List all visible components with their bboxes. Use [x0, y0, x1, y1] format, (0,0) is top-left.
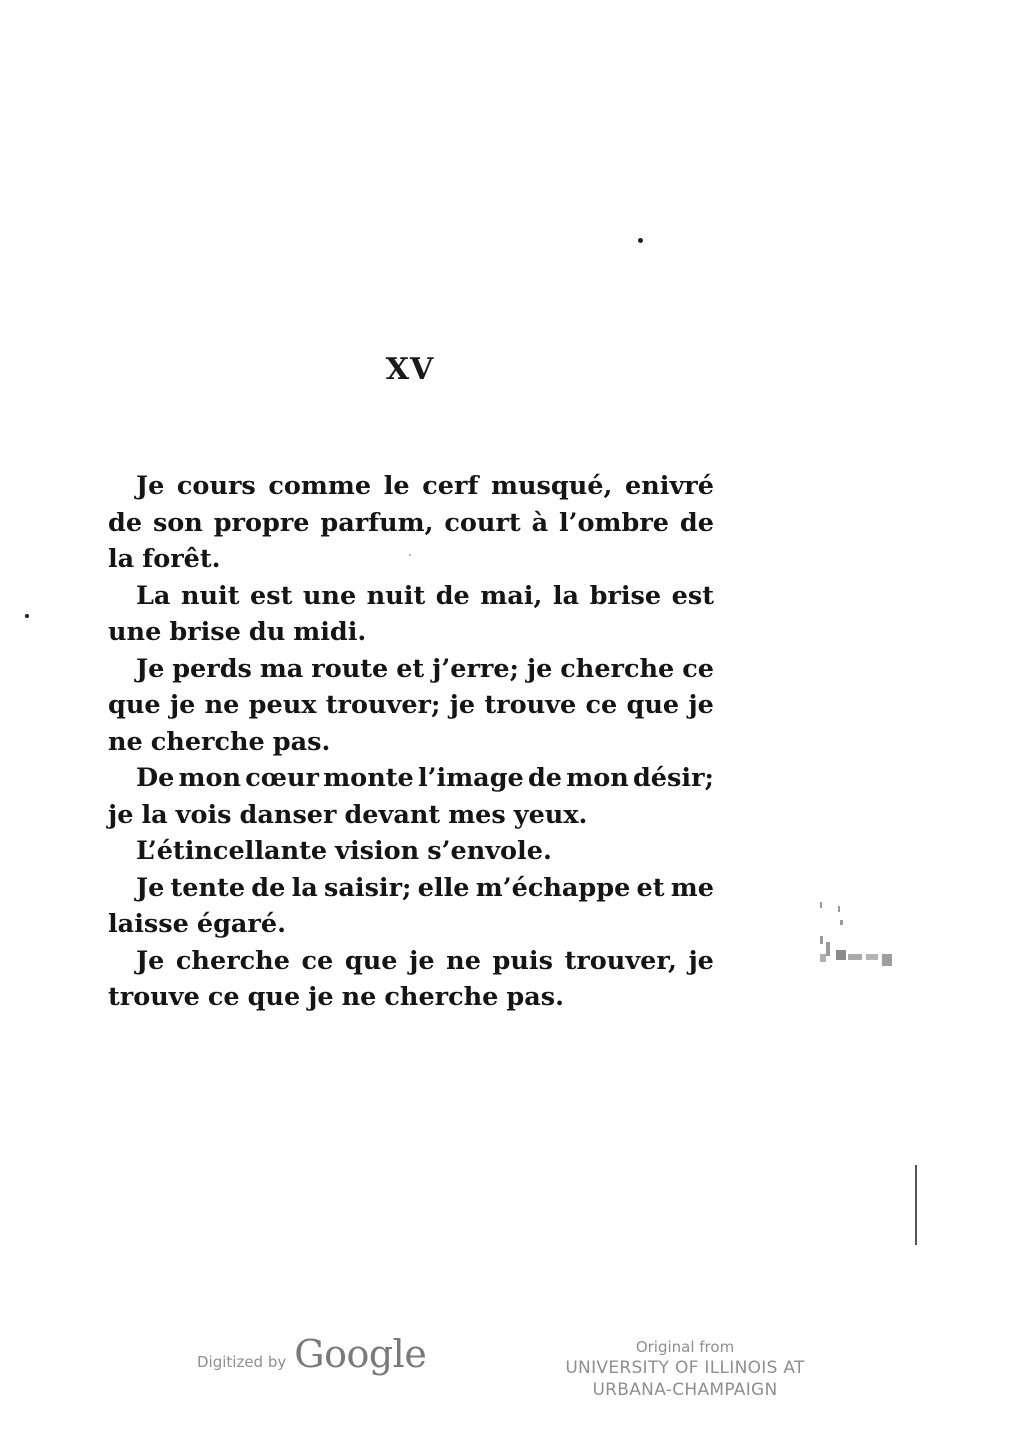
poem-word: De	[136, 763, 175, 793]
poem-word: peux	[248, 690, 317, 720]
poem-line	[108, 797, 714, 834]
poem-text	[108, 468, 714, 1016]
poem-word: que	[108, 690, 161, 720]
poem-word: désir;	[632, 763, 714, 793]
poem-line	[108, 578, 714, 615]
poem-word: brise	[169, 617, 241, 647]
poem-word: cherche	[175, 945, 290, 976]
poem-word: ce	[301, 945, 334, 976]
poem-word: parfum,	[320, 507, 434, 538]
poem-word: une	[302, 580, 357, 611]
poem-word: à	[531, 507, 549, 538]
poem-word: ce	[207, 982, 240, 1012]
poem-word: propre	[213, 507, 310, 538]
poem-word: de	[435, 580, 470, 611]
poem-word: ne	[108, 726, 143, 757]
poem-line	[108, 833, 714, 870]
poem-word: mai,	[480, 580, 543, 611]
poem-word: laisse	[108, 909, 189, 939]
poem-word: trouve	[484, 690, 577, 720]
poem-word: et	[636, 872, 665, 903]
google-logo: Google	[294, 1332, 427, 1376]
original-from-label: Original from	[635, 1338, 735, 1356]
poem-line	[108, 687, 714, 724]
poem-word: devant	[344, 799, 441, 830]
poem-line	[108, 541, 714, 578]
digitized-by-google	[197, 1332, 426, 1382]
poem-word: Je	[136, 653, 165, 684]
chapter-number: XV	[385, 352, 435, 387]
poem-word: L’étincellante	[136, 836, 328, 866]
poem-word: je	[308, 982, 334, 1012]
poem-word: midi.	[293, 617, 367, 647]
poem-word: je	[108, 799, 134, 830]
poem-word: ce	[585, 690, 618, 720]
poem-word: ne	[204, 690, 240, 720]
poem-word: que	[247, 982, 301, 1012]
poem-line	[108, 724, 714, 761]
poem-word: tente	[170, 872, 246, 903]
poem-word: saisir;	[324, 872, 412, 903]
poem-word: nuit	[180, 580, 240, 611]
poem-word: la	[552, 580, 580, 611]
poem-word: nuit	[366, 580, 426, 611]
poem-word: Je	[136, 945, 165, 976]
poem-word: de	[527, 763, 563, 793]
poem-word: cours	[176, 471, 256, 501]
institution-line-2: URBANA-CHAMPAIGN	[592, 1380, 778, 1400]
poem-word: enivré	[625, 471, 714, 501]
poem-word: mon	[566, 763, 629, 793]
poem-word: le	[383, 471, 410, 501]
poem-word: trouver,	[564, 945, 677, 976]
poem-word: une	[108, 617, 162, 647]
poem-word: je	[688, 945, 714, 976]
poem-word: puis	[492, 945, 553, 976]
poem-word: Je	[136, 872, 165, 903]
poem-word: de	[679, 507, 714, 538]
poem-word: mes	[448, 799, 506, 830]
poem-word: s’envole.	[427, 836, 552, 866]
poem-word: cherche	[150, 726, 265, 757]
poem-word: Je	[136, 471, 165, 501]
poem-word: je	[169, 690, 196, 720]
poem-word: de	[251, 872, 286, 903]
poem-word: court	[444, 507, 521, 538]
poem-word: je	[688, 690, 714, 720]
scan-speck	[638, 238, 643, 243]
poem-line	[108, 760, 714, 797]
digitized-label: Digitized by	[197, 1353, 287, 1371]
poem-word: vois	[175, 799, 232, 830]
poem-word: perds	[172, 653, 252, 684]
poem-word: route	[311, 653, 389, 684]
poem-word: égaré.	[196, 909, 286, 939]
poem-word: son	[152, 507, 203, 538]
poem-line	[108, 979, 714, 1016]
poem-word: que	[344, 945, 398, 976]
poem-word: ma	[259, 653, 304, 684]
poem-word: je	[526, 653, 553, 684]
poem-word: et	[396, 653, 425, 684]
poem-word: que	[626, 690, 680, 720]
poem-line	[108, 870, 714, 907]
poem-word: monte	[323, 763, 414, 793]
poem-word: elle	[417, 872, 470, 903]
poem-line	[108, 614, 714, 651]
poem-line	[108, 906, 714, 943]
poem-word: ne	[446, 945, 481, 976]
poem-line	[108, 505, 714, 542]
poem-word: cerf	[422, 471, 479, 501]
scan-speck	[25, 614, 29, 618]
poem-word: de	[108, 507, 143, 538]
poem-word: ne	[341, 982, 377, 1012]
poem-word: musqué,	[491, 471, 613, 501]
poem-word: brise	[589, 580, 662, 611]
poem-word: j’erre;	[432, 653, 519, 684]
poem-word: pas.	[506, 982, 564, 1012]
poem-word: est	[250, 580, 293, 611]
poem-word: la	[141, 799, 168, 830]
poem-line	[108, 651, 714, 688]
poem-word: mon	[178, 763, 242, 793]
scan-bleed-mark	[818, 898, 918, 968]
poem-word: je	[449, 690, 476, 720]
page-edge-line	[915, 1165, 917, 1245]
poem-word: yeux.	[513, 799, 588, 830]
poem-word: la	[108, 544, 135, 574]
poem-word: cherche	[384, 982, 499, 1012]
poem-word: comme	[268, 471, 372, 501]
poem-word: du	[248, 617, 286, 647]
poem-word: danser	[239, 799, 337, 830]
poem-word: cherche	[560, 653, 675, 684]
poem-word: me	[670, 872, 714, 903]
poem-word: pas.	[272, 726, 331, 757]
poem-word: m’échappe	[475, 872, 631, 903]
poem-word: La	[136, 580, 171, 611]
poem-line	[108, 468, 714, 505]
poem-word: cœur	[245, 763, 319, 793]
poem-word: la	[291, 872, 318, 903]
poem-word: est	[671, 580, 714, 611]
poem-line	[108, 943, 714, 980]
poem-word: l’image	[417, 763, 524, 793]
poem-word: l’ombre	[558, 507, 670, 538]
poem-word: trouve	[108, 982, 200, 1012]
original-source-credit	[540, 1338, 830, 1401]
poem-word: je	[409, 945, 435, 976]
institution-line-1: UNIVERSITY OF ILLINOIS AT	[565, 1358, 805, 1378]
poem-word: ce	[682, 653, 714, 684]
poem-word: vision	[335, 836, 420, 866]
poem-word: forêt.	[142, 544, 221, 574]
poem-word: trouver;	[325, 690, 441, 720]
